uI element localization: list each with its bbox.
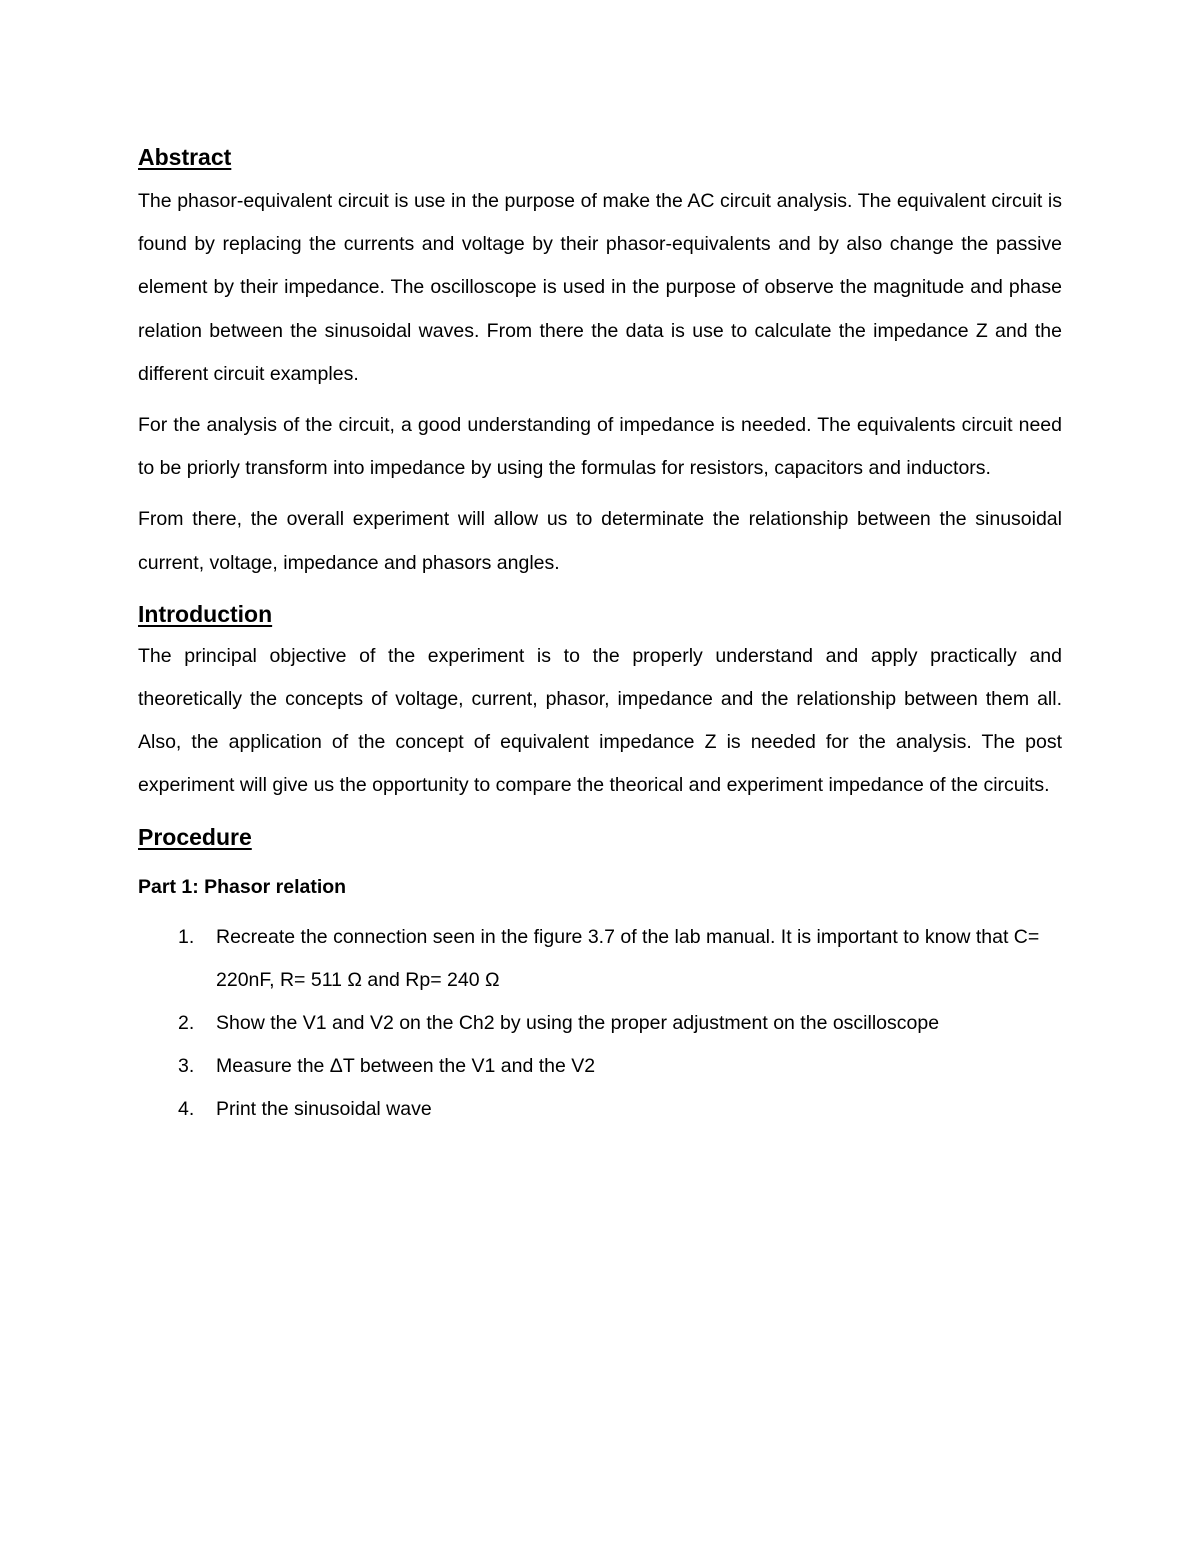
- procedure-heading: Procedure: [138, 823, 252, 850]
- procedure-step: [138, 1045, 1062, 1088]
- abstract-paragraph-1: The phasor-equivalent circuit is use in the purpose of make the AC circuit analysis. The equivalent circuit is found by replacing the currents and voltage by their phasor-equivalents and by also change the passive element by their impedance. The oscilloscope is used in the purpose of observe the magnitude and phase relation between the sinusoidal waves. From there the data is use to calculate the impedance Z and the different circuit examples.: [138, 190, 1062, 385]
- abstract-heading: Abstract: [138, 144, 232, 170]
- step-text: Recreate the connection seen in the figure 3.7 of the lab manual. It is important to know that C= 220nF, R= 511 Ω and Rp= 240 Ω: [216, 925, 1040, 991]
- introduction-paragraph: The principal objective of the experiment is to the properly understand and apply practically and theoretically the concepts of voltage, current, phasor, impedance and the relationship between them all. Also, the application of the concept of equivalent impedance Z is needed for the analysis. The post experiment will give us the opportunity to compare the theorical and experiment impedance of the circuits.: [138, 644, 1062, 797]
- procedure-step: [138, 916, 1062, 1002]
- step-text: Print the sinusoidal wave: [216, 1098, 432, 1121]
- document-page: [138, 140, 1062, 1132]
- step-text: Measure the ΔT between the V1 and the V2: [216, 1055, 596, 1078]
- introduction-heading: Introduction: [138, 600, 273, 627]
- procedure-step: [138, 1088, 1062, 1131]
- abstract-paragraph-2: For the analysis of the circuit, a good understanding of impedance is needed. The equivalents circuit need to be priorly transform into impedance by using the formulas for resistors, capacitors and inductors.: [138, 414, 1062, 480]
- step-text: Show the V1 and V2 on the Ch2 by using the proper adjustment on the oscilloscope: [216, 1012, 940, 1035]
- step-number: 1.: [178, 925, 195, 948]
- step-number: 2.: [178, 1012, 195, 1035]
- step-number: 3.: [178, 1055, 195, 1078]
- procedure-step: [138, 1002, 1062, 1045]
- part1-title: Part 1: Phasor relation: [138, 875, 347, 898]
- abstract-paragraph-3: From there, the overall experiment will allow us to determinate the relationship between the sinusoidal current, voltage, impedance and phasors angles.: [138, 508, 1062, 574]
- procedure-steps-list: [138, 916, 1062, 1132]
- step-number: 4.: [178, 1098, 195, 1121]
